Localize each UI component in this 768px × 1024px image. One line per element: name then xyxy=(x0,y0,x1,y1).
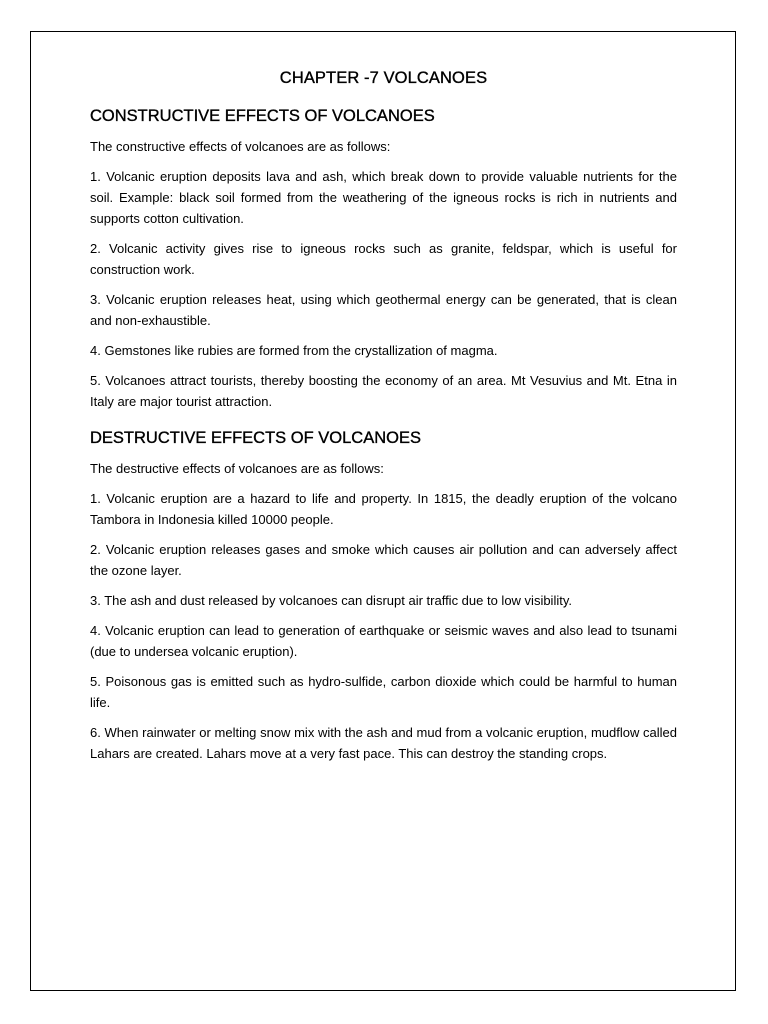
section-heading-destructive: DESTRUCTIVE EFFECTS OF VOLCANOES xyxy=(90,428,421,447)
section-intro: The destructive effects of volcanoes are as follows: xyxy=(90,460,384,476)
chapter-title: CHAPTER -7 VOLCANOES xyxy=(279,69,488,87)
list-item: 3. Volcanic eruption releases heat, using which geothermal energy can be generated, that is clean and non-exhaustible. xyxy=(90,291,677,328)
section-constructive xyxy=(90,104,677,413)
document-body xyxy=(90,66,677,774)
list-item: 4. Volcanic eruption can lead to generation of earthquake or seismic waves and also lead to tsunami (due to undersea volcanic eruption). xyxy=(90,623,677,659)
section-heading-constructive: CONSTRUCTIVE EFFECTS OF VOLCANOES xyxy=(90,107,435,125)
list-item: 1. Volcanic eruption are a hazard to life and property. In 1815, the deadly eruption of the volcano Tambora in Indonesia killed 10000 people. xyxy=(90,490,677,527)
list-item: 4. Gemstones like rubies are formed from the crystallization of magma. xyxy=(90,342,498,358)
list-item: 5. Volcanoes attract tourists, thereby boosting the economy of an area. Mt Vesuvius and Mt. Etna in Italy are major tourist attraction. xyxy=(90,373,677,409)
section-destructive xyxy=(90,426,677,765)
list-item: 2. Volcanic activity gives rise to igneous rocks such as granite, feldspar, which is useful for construction work. xyxy=(90,240,677,277)
list-item: 1. Volcanic eruption deposits lava and ash, which break down to provide valuable nutrients for the soil. Example: black soil formed from the weathering of the igneous rocks is rich in nutrients and supports cotton cultivation. xyxy=(90,169,677,226)
list-item: 6. When rainwater or melting snow mix with the ash and mud from a volcanic eruption, mudflow called Lahars are created. Lahars move at a very fast pace. This can destroy the standing crops. xyxy=(90,725,677,761)
list-item: 2. Volcanic eruption releases gases and smoke which causes air pollution and can adversely affect the ozone layer. xyxy=(90,541,677,578)
section-intro: The constructive effects of volcanoes are as follows: xyxy=(90,139,391,154)
list-item: 3. The ash and dust released by volcanoes can disrupt air traffic due to low visibility. xyxy=(90,592,572,608)
list-item: 5. Poisonous gas is emitted such as hydro-sulfide, carbon dioxide which could be harmful to human life. xyxy=(90,674,677,710)
